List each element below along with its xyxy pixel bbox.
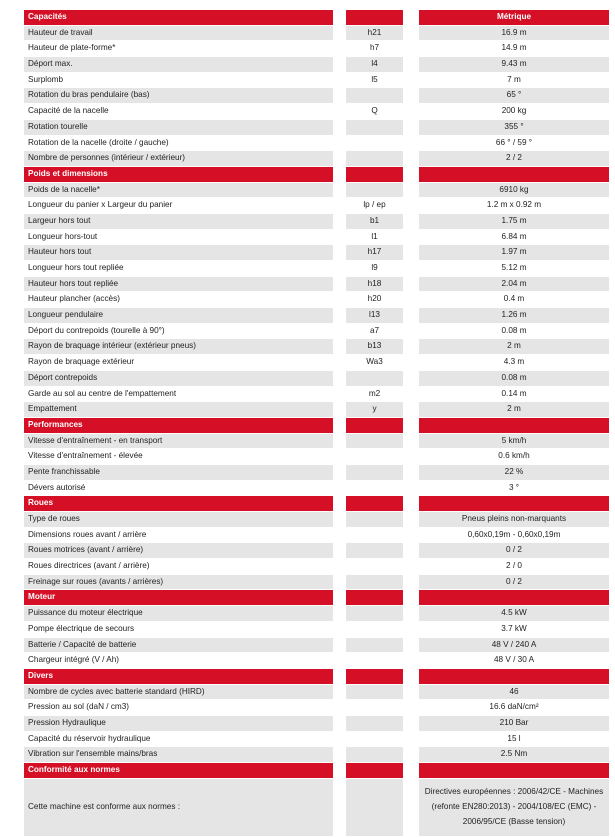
spec-label: Largeur hors tout	[24, 214, 333, 229]
section-header	[24, 496, 609, 511]
spec-symbol	[346, 151, 403, 166]
section-symbol-cell	[346, 496, 403, 511]
section-title: Poids et dimensions	[24, 167, 333, 182]
spec-label: Rotation du bras pendulaire (bas)	[24, 88, 333, 103]
spec-label: Roues motrices (avant / arrière)	[24, 543, 333, 558]
spec-symbol: h21	[346, 26, 403, 41]
spec-value: 48 V / 240 A	[419, 638, 609, 653]
spec-symbol: h17	[346, 245, 403, 260]
spec-label: Nombre de personnes (intérieur / extérieur)	[24, 151, 333, 166]
section-header	[24, 763, 609, 778]
spec-value: 1.97 m	[419, 245, 609, 260]
spec-value: 15 l	[419, 732, 609, 747]
spec-symbol	[346, 716, 403, 731]
spec-row	[24, 700, 609, 715]
spec-label: Hauteur hors tout repliée	[24, 277, 333, 292]
spec-row	[24, 120, 609, 135]
spec-label: Longueur pendulaire	[24, 308, 333, 323]
spec-symbol: l5	[346, 73, 403, 88]
spec-label: Chargeur intégré (V / Ah)	[24, 653, 333, 668]
section-title: Divers	[24, 669, 333, 684]
section-symbol-cell	[346, 167, 403, 182]
spec-value: Pneus pleins non-marquants	[419, 512, 609, 527]
spec-label: Longueur hors-tout	[24, 230, 333, 245]
spec-symbol	[346, 120, 403, 135]
spec-value: 0.14 m	[419, 387, 609, 402]
spec-value: 9.43 m	[419, 57, 609, 72]
spec-row	[24, 512, 609, 527]
spec-symbol	[346, 512, 403, 527]
spec-row	[24, 543, 609, 558]
spec-row	[24, 387, 609, 402]
spec-label: Pression au sol (daN / cm3)	[24, 700, 333, 715]
spec-label: Déport du contrepoids (tourelle à 90°)	[24, 324, 333, 339]
spec-symbol: a7	[346, 324, 403, 339]
spec-row	[24, 355, 609, 370]
spec-row	[24, 339, 609, 354]
spec-row	[24, 261, 609, 276]
spec-value: 2.5 Nm	[419, 747, 609, 762]
spec-label: Hauteur hors tout	[24, 245, 333, 260]
spec-value: 210 Bar	[419, 716, 609, 731]
spec-label: Batterie / Capacité de batterie	[24, 638, 333, 653]
spec-value: 2 m	[419, 339, 609, 354]
spec-label: Capacité de la nacelle	[24, 104, 333, 119]
spec-row	[24, 732, 609, 747]
spec-label: Nombre de cycles avec batterie standard (HIRD)	[24, 685, 333, 700]
section-value-cell	[419, 763, 609, 778]
spec-label: Pompe électrique de secours	[24, 622, 333, 637]
spec-label: Cette machine est conforme aux normes :	[24, 779, 333, 836]
spec-value: 0.6 km/h	[419, 449, 609, 464]
section-symbol-cell	[346, 418, 403, 433]
section-title: Performances	[24, 418, 333, 433]
spec-row	[24, 449, 609, 464]
spec-label: Roues directrices (avant / arrière)	[24, 559, 333, 574]
spec-value: Directives européennes : 2006/42/CE - Machines (refonte EN280:2013) - 2004/108/EC (EMC) - 2006/95/CE (Basse tension)	[419, 779, 609, 836]
spec-value: 0 / 2	[419, 543, 609, 558]
section-value-cell	[419, 418, 609, 433]
spec-symbol: y	[346, 402, 403, 417]
spec-label: Type de roues	[24, 512, 333, 527]
spec-value: 48 V / 30 A	[419, 653, 609, 668]
spec-label: Vibration sur l'ensemble mains/bras	[24, 747, 333, 762]
spec-label: Poids de la nacelle*	[24, 183, 333, 198]
spec-label: Garde au sol au centre de l'empattement	[24, 387, 333, 402]
spec-value: 3 °	[419, 481, 609, 496]
spec-value: 65 °	[419, 88, 609, 103]
spec-label: Puissance du moteur électrique	[24, 606, 333, 621]
spec-symbol: Q	[346, 104, 403, 119]
spec-value: 7 m	[419, 73, 609, 88]
spec-row	[24, 308, 609, 323]
spec-row	[24, 245, 609, 260]
spec-value: 2.04 m	[419, 277, 609, 292]
spec-label: Rotation de la nacelle (droite / gauche)	[24, 136, 333, 151]
spec-label: Déport contrepoids	[24, 371, 333, 386]
spec-symbol: lp / ep	[346, 198, 403, 213]
spec-label: Dimensions roues avant / arrière	[24, 528, 333, 543]
spec-symbol	[346, 559, 403, 574]
section-title: Roues	[24, 496, 333, 511]
spec-value: 6910 kg	[419, 183, 609, 198]
spec-value: 4.3 m	[419, 355, 609, 370]
spec-value: 14.9 m	[419, 41, 609, 56]
spec-symbol: Wa3	[346, 355, 403, 370]
spec-value: 5.12 m	[419, 261, 609, 276]
section-title: Moteur	[24, 590, 333, 605]
spec-row	[24, 685, 609, 700]
spec-row	[24, 747, 609, 762]
spec-row	[24, 26, 609, 41]
spec-symbol: l4	[346, 57, 403, 72]
spec-value: 0.08 m	[419, 371, 609, 386]
spec-symbol: m2	[346, 387, 403, 402]
spec-label: Surplomb	[24, 73, 333, 88]
spec-label: Longueur du panier x Largeur du panier	[24, 198, 333, 213]
spec-label: Vitesse d'entraînement - en transport	[24, 434, 333, 449]
spec-row	[24, 528, 609, 543]
spec-label: Rotation tourelle	[24, 120, 333, 135]
spec-row	[24, 214, 609, 229]
spec-symbol	[346, 371, 403, 386]
spec-value: 1.75 m	[419, 214, 609, 229]
spec-value: 22 %	[419, 465, 609, 480]
spec-value: 0 / 2	[419, 575, 609, 590]
spec-row	[24, 277, 609, 292]
spec-row	[24, 136, 609, 151]
spec-row	[24, 559, 609, 574]
section-symbol-cell	[346, 669, 403, 684]
spec-row	[24, 622, 609, 637]
spec-label: Freinage sur roues (avants / arrières)	[24, 575, 333, 590]
spec-value: 46	[419, 685, 609, 700]
spec-value: 0.08 m	[419, 324, 609, 339]
spec-row	[24, 183, 609, 198]
spec-value: 1.26 m	[419, 308, 609, 323]
spec-symbol	[346, 434, 403, 449]
spec-row	[24, 779, 609, 836]
section-symbol-cell	[346, 590, 403, 605]
unit-header: Métrique	[419, 10, 609, 25]
spec-label: Rayon de braquage intérieur (extérieur pneus)	[24, 339, 333, 354]
section-title: Conformité aux normes	[24, 763, 333, 778]
section-header	[24, 590, 609, 605]
spec-row	[24, 638, 609, 653]
spec-row	[24, 434, 609, 449]
spec-row	[24, 465, 609, 480]
spec-value: 2 / 0	[419, 559, 609, 574]
spec-label: Dévers autorisé	[24, 481, 333, 496]
spec-symbol: l9	[346, 261, 403, 276]
spec-sheet	[24, 10, 609, 837]
spec-row	[24, 151, 609, 166]
section-symbol-cell	[346, 10, 403, 25]
spec-symbol: l1	[346, 230, 403, 245]
spec-value: 0,60x0,19m - 0,60x0,19m	[419, 528, 609, 543]
spec-row	[24, 73, 609, 88]
spec-row	[24, 575, 609, 590]
spec-symbol	[346, 136, 403, 151]
spec-value: 5 km/h	[419, 434, 609, 449]
spec-symbol	[346, 449, 403, 464]
section-value-cell	[419, 590, 609, 605]
section-header	[24, 10, 609, 25]
section-value-cell	[419, 669, 609, 684]
spec-row	[24, 292, 609, 307]
spec-symbol	[346, 606, 403, 621]
spec-label: Hauteur plancher (accès)	[24, 292, 333, 307]
spec-row	[24, 653, 609, 668]
spec-label: Empattement	[24, 402, 333, 417]
spec-symbol: b13	[346, 339, 403, 354]
spec-label: Déport max.	[24, 57, 333, 72]
spec-value: 355 °	[419, 120, 609, 135]
spec-symbol	[346, 481, 403, 496]
spec-row	[24, 57, 609, 72]
spec-symbol	[346, 88, 403, 103]
spec-label: Rayon de braquage extérieur	[24, 355, 333, 370]
spec-symbol: l13	[346, 308, 403, 323]
spec-symbol	[346, 528, 403, 543]
spec-row	[24, 230, 609, 245]
spec-value: 2 m	[419, 402, 609, 417]
section-title: Capacités	[24, 10, 333, 25]
spec-value: 1.2 m x 0.92 m	[419, 198, 609, 213]
spec-label: Vitesse d'entraînement - élevée	[24, 449, 333, 464]
spec-row	[24, 716, 609, 731]
spec-symbol	[346, 700, 403, 715]
spec-symbol	[346, 183, 403, 198]
section-header	[24, 167, 609, 182]
spec-symbol: h18	[346, 277, 403, 292]
spec-row	[24, 104, 609, 119]
spec-row	[24, 481, 609, 496]
spec-value: 16.6 daN/cm²	[419, 700, 609, 715]
section-header	[24, 418, 609, 433]
spec-row	[24, 41, 609, 56]
spec-symbol	[346, 543, 403, 558]
spec-symbol	[346, 732, 403, 747]
section-value-cell	[419, 496, 609, 511]
section-header	[24, 669, 609, 684]
spec-row	[24, 402, 609, 417]
spec-label: Capacité du réservoir hydraulique	[24, 732, 333, 747]
spec-label: Pente franchissable	[24, 465, 333, 480]
spec-value: 0.4 m	[419, 292, 609, 307]
section-value-cell	[419, 167, 609, 182]
spec-symbol	[346, 575, 403, 590]
spec-value: 4.5 kW	[419, 606, 609, 621]
section-symbol-cell	[346, 763, 403, 778]
spec-value: 200 kg	[419, 104, 609, 119]
spec-row	[24, 198, 609, 213]
spec-symbol	[346, 638, 403, 653]
spec-row	[24, 88, 609, 103]
spec-symbol	[346, 685, 403, 700]
spec-label: Hauteur de plate-forme*	[24, 41, 333, 56]
spec-symbol	[346, 653, 403, 668]
spec-label: Pression Hydraulique	[24, 716, 333, 731]
spec-value: 2 / 2	[419, 151, 609, 166]
spec-symbol: h20	[346, 292, 403, 307]
spec-value: 3.7 kW	[419, 622, 609, 637]
spec-value: 16.9 m	[419, 26, 609, 41]
spec-symbol	[346, 747, 403, 762]
spec-row	[24, 371, 609, 386]
spec-row	[24, 324, 609, 339]
spec-row	[24, 606, 609, 621]
spec-value: 66 ° / 59 °	[419, 136, 609, 151]
spec-symbol: b1	[346, 214, 403, 229]
spec-value: 6.84 m	[419, 230, 609, 245]
spec-label: Hauteur de travail	[24, 26, 333, 41]
spec-label: Longueur hors tout repliée	[24, 261, 333, 276]
spec-symbol	[346, 465, 403, 480]
spec-symbol: h7	[346, 41, 403, 56]
spec-symbol	[346, 622, 403, 637]
spec-symbol	[346, 779, 403, 836]
